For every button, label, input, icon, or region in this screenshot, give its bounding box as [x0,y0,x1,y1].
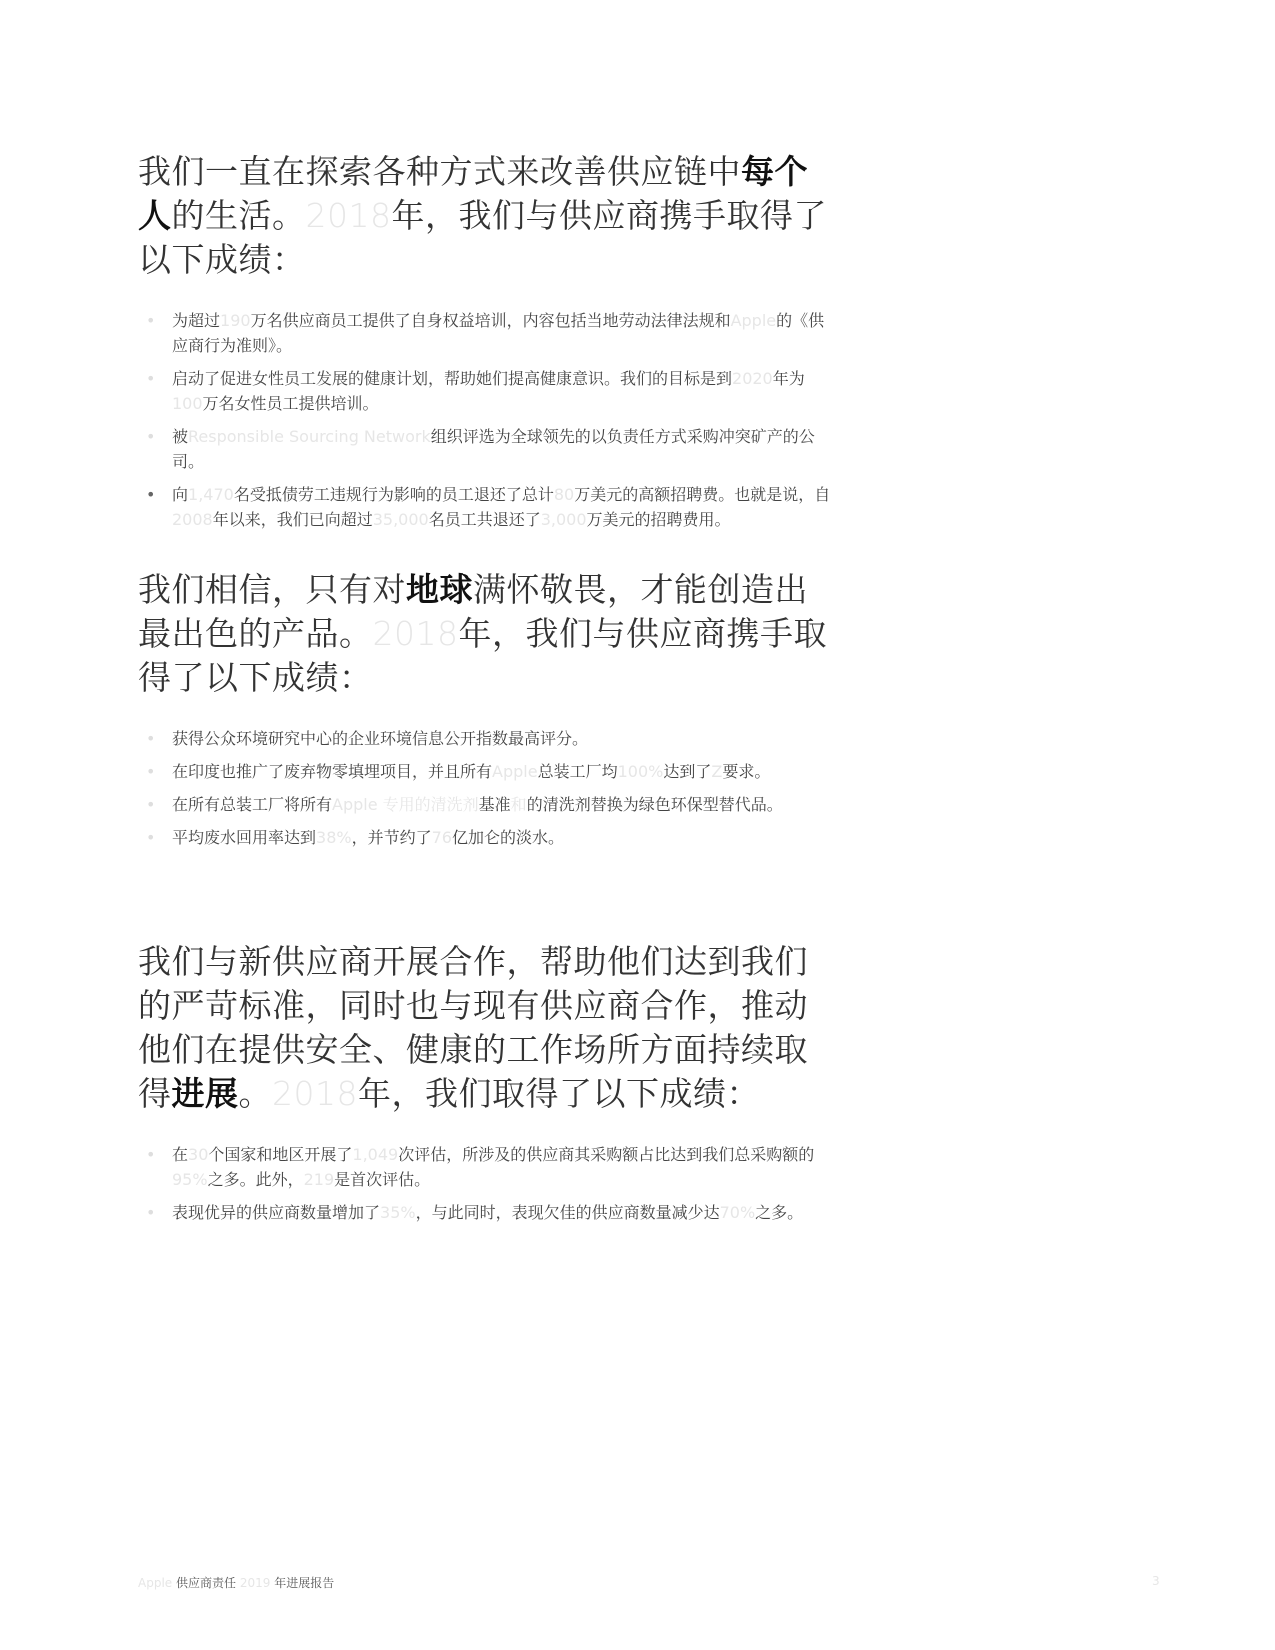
heading-emphasis: 每个人 [138,152,808,235]
item-text: 在所有总装工厂将所有 [172,795,333,814]
item-text: 年为 [772,369,805,388]
item-text: ，与此同时，表现欠佳的供应商数量减少达 [415,1203,720,1222]
faint-value: 35,000 [372,510,429,529]
heading-text: 我们与新供应商开展合作，帮助他们达到我们的严苛标准，同时也与现有供应商合作，推动他们在提供安全、健康的工作场所方面持续取得 [138,942,808,1113]
item-text: 名受抵债劳工违规行为影响的员工退还了总计 [233,485,554,504]
item-text: ，并节约了 [351,828,432,847]
faint-value: 2020 [732,369,773,388]
list-item [138,792,834,817]
footer-title: 供应商责任 [176,1576,237,1590]
bullet-icon: • [146,311,156,330]
section-heading [138,568,838,700]
faint-value: 100% [617,762,664,781]
item-text: 之多。 [755,1203,804,1222]
item-text: 被 [172,427,189,446]
list-item [138,1142,834,1192]
bullet-icon: • [146,762,156,781]
item-text: 基准 [478,795,511,814]
heading-text: 年，我们与供应商携手取得了以下成绩： [138,196,827,279]
heading-text: 年，我们取得了以下成绩： [357,1074,760,1113]
faint-value: Apple [730,311,777,330]
item-text: 的《供应商行为准则》。 [172,311,825,355]
item-text: 启动了促进女性员工发展的健康计划，帮助她们提高健康意识。我们的目标是到 [172,369,733,388]
list-item [138,482,834,532]
bullet-icon: • [146,369,156,388]
bullet-icon: • [146,828,156,847]
section-people [138,150,838,540]
faint-value: 80 [553,485,575,504]
bullet-icon: • [146,427,156,446]
list-item [138,424,834,474]
item-text: 万美元的高额招聘费。也就是说，自 [574,485,831,504]
item-text: 次评估，所涉及的供应商其采购额占比达到我们总采购额的 [398,1145,815,1164]
faint-value: 95% [172,1170,208,1189]
item-text: 万名女性员工提供培训。 [202,394,379,413]
heading-text: 。 [238,1074,272,1113]
list-item [138,366,834,416]
section-heading [138,150,838,282]
footer-title-suffix: 年进展报告 [274,1576,335,1590]
item-text: 是首次评估。 [334,1170,431,1189]
heading-year: 2018 [272,1074,358,1113]
heading-text: 满怀敬畏，才能创造出最出色的产品。 [138,570,808,653]
footer-year: 2019 [239,1576,271,1590]
faint-value: 1,049 [352,1145,399,1164]
bullet-icon: • [146,485,156,504]
heading-emphasis: 进展 [171,1074,239,1113]
faint-value: 35% [380,1203,416,1222]
section-heading [138,940,838,1116]
item-text: 为超过 [172,311,221,330]
achievement-list [138,726,838,850]
item-text: 达到了 [663,762,712,781]
item-text: 表现优异的供应商数量增加了 [172,1203,381,1222]
heading-text: 我们相信，只有对 [138,570,406,609]
faint-value: Responsible Sourcing Network [188,427,431,446]
item-text: 总装工厂均 [537,762,618,781]
faint-value: 1,470 [188,485,234,504]
item-text: 年以来，我们已向超过 [212,510,373,529]
item-text: 组织评选为全球领先的以负责任方式采购冲突矿产的公司。 [172,427,815,471]
faint-value: 3,000 [540,510,587,529]
faint-value: 190 [220,311,251,330]
list-item [138,759,834,784]
item-text: 万美元的招聘费用。 [586,510,731,529]
section-progress [138,940,838,1233]
page-number: 3 [1152,1574,1160,1588]
item-text: 获得公众环境研究中心的企业环境信息公开指数最高评分。 [172,729,589,748]
faint-value: 2008 [172,510,213,529]
footer-brand: Apple [138,1576,173,1590]
bullet-icon: • [146,795,156,814]
achievement-list [138,1142,838,1225]
heading-emphasis: 地球 [406,570,473,609]
item-text: 在 [172,1145,189,1164]
list-item [138,825,834,850]
heading-year: 2018 [305,196,392,235]
faint-value: Apple 专用的清洗剂 [332,795,479,814]
bullet-icon: • [146,1203,156,1222]
faint-value: 38% [316,828,352,847]
heading-text: 的生活。 [171,196,306,235]
item-text: 在印度也推广了废弃物零填埋项目，并且所有 [172,762,493,781]
heading-text: 年，我们与供应商携手取得了以下成绩： [138,614,827,697]
item-text: 万名供应商员工提供了自身权益培训，内容包括当地劳动法律法规和 [250,311,731,330]
achievement-list [138,308,838,532]
item-text: 的清洗剂替换为绿色环保型替代品。 [526,795,783,814]
item-text: 个国家和地区开展了 [208,1145,353,1164]
bullet-icon: • [146,1145,156,1164]
item-text: 要求。 [722,762,771,781]
item-text: 名员工共退还了 [428,510,541,529]
item-text: 亿加仑的淡水。 [451,828,564,847]
faint-value: 76 [431,828,452,847]
list-item [138,726,834,751]
item-text: 平均废水回用率达到 [172,828,317,847]
heading-text: 我们一直在探索各种方式来改善供应链中 [138,152,741,191]
item-text: 向 [172,485,189,504]
section-planet [138,568,838,858]
bullet-icon: • [146,729,156,748]
faint-value: 219 [303,1170,335,1189]
faint-value: Z [711,762,723,781]
faint-value: 和 [510,795,527,814]
faint-value: Apple [492,762,538,781]
item-text: 之多。此外， [207,1170,304,1189]
faint-value: 100 [172,394,203,413]
faint-value: 70% [719,1203,756,1222]
list-item [138,1200,834,1225]
faint-value: 30 [188,1145,209,1164]
list-item [138,308,834,358]
heading-year: 2018 [372,614,459,653]
page-footer [138,1574,334,1591]
